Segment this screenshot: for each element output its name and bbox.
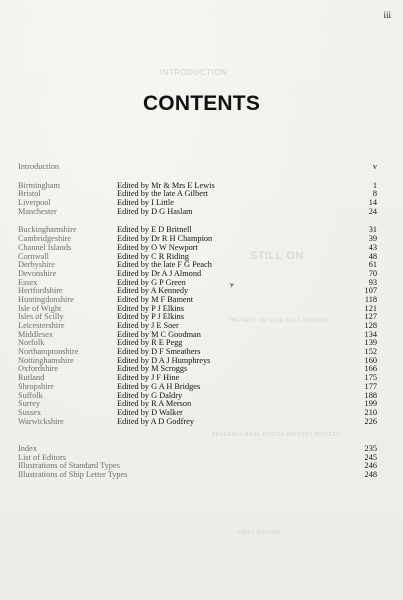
toc-entry-editor: Edited by D A J Humphreys [117, 355, 211, 365]
toc-entry-page: 139 [364, 338, 377, 348]
bleed-through-text: THE BEST OF SALE CALL STUDIOS [228, 318, 329, 324]
toc-entry-page: 127 [364, 312, 377, 322]
toc-entry-page: 61 [368, 260, 377, 270]
toc-entry-page: 121 [364, 303, 377, 313]
toc-entry-name: Isles of Scilly [18, 312, 64, 322]
toc-entry-name: Illustrations of Standard Types [18, 461, 120, 471]
toc-row [18, 471, 377, 480]
toc-entry-editor: Edited by the late F G Peach [117, 260, 212, 270]
toc-entry-name: Rutland [18, 373, 45, 383]
toc-entry-name: Shropshire [18, 381, 54, 391]
toc-row [18, 357, 377, 366]
toc-section-cities [18, 182, 377, 217]
toc-entry-name: Introduction [18, 162, 60, 171]
toc-entry-page: 48 [368, 251, 377, 261]
toc-entry-page: 246 [364, 461, 377, 471]
toc-row [18, 383, 377, 392]
toc-entry-page: v [372, 162, 377, 171]
table-of-contents [18, 163, 377, 480]
toc-entry-editor: Edited by the late A Gilbert [117, 189, 209, 199]
toc-row [18, 305, 377, 314]
bleed-through-text: SEVERAL LOCAL POSTAL HISTORY SOCIETY [212, 432, 340, 438]
toc-entry-name: Essex [18, 277, 38, 287]
page-title: CONTENTS [142, 92, 261, 115]
toc-entry-name: Channel Islands [18, 242, 72, 252]
toc-entry-name: Nottinghamshire [18, 355, 74, 365]
toc-entry-editor: Edited by G A H Bridges [117, 381, 201, 391]
toc-entry-name: Norfolk [18, 338, 45, 348]
toc-entry-page: 70 [368, 268, 377, 278]
toc-row [18, 190, 377, 199]
bleed-through-text: STILL ON [250, 250, 304, 262]
toc-entry-editor: Edited by E D Britnell [117, 225, 192, 235]
toc-entry-page: 188 [364, 390, 377, 400]
toc-entry-editor: Edited by I Little [117, 198, 174, 208]
toc-section-counties [18, 226, 377, 426]
toc-row [18, 199, 377, 208]
toc-entry-name: Leicestershire [18, 321, 65, 330]
toc-section-appendix [18, 445, 377, 480]
toc-entry-editor: Edited by C R Riding [117, 251, 189, 261]
toc-entry-page: 245 [364, 452, 377, 462]
toc-entry-name: Huntingdonshire [18, 294, 74, 304]
toc-entry-editor: Edited by J F Hine [117, 373, 180, 383]
toc-entry-name: Hertfordshire [18, 286, 63, 296]
toc-entry-name: Buckinghamshire [18, 225, 77, 235]
toc-entry-page: 210 [364, 407, 377, 417]
toc-entry-page: 134 [364, 329, 377, 339]
toc-entry-editor: Edited by R E Pegg [117, 338, 183, 348]
toc-entry-page: 177 [364, 381, 377, 391]
toc-row [18, 208, 377, 217]
toc-entry-page: 226 [364, 416, 377, 426]
toc-entry-editor: Edited by P J Elkins [117, 312, 184, 322]
toc-entry-name: List of Editors [18, 452, 66, 462]
toc-row [18, 400, 377, 409]
toc-entry-page: 152 [364, 347, 377, 357]
toc-row [18, 313, 377, 322]
toc-entry-name: Middlesex [18, 329, 54, 339]
toc-entry-name: Cambridgeshire [18, 234, 71, 244]
toc-entry-name: Warwickshire [18, 416, 64, 426]
arrow-mark-icon: ➤ [227, 280, 237, 290]
toc-entry-editor: Edited by M Scroggs [117, 364, 188, 374]
toc-entry-page: 248 [364, 470, 377, 479]
toc-entry-page: 199 [364, 399, 377, 409]
toc-entry-page: 24 [368, 206, 377, 216]
toc-entry-page: 175 [364, 373, 377, 383]
toc-entry-name: Birmingham [18, 180, 60, 190]
toc-entry-name: Cornwall [18, 251, 49, 261]
toc-entry-page: 128 [364, 321, 377, 330]
toc-entry-editor: Edited by A D Godfrey [117, 416, 194, 426]
toc-entry-name: Illustrations of Ship Letter Types [18, 470, 128, 479]
toc-entry-name: Manchester [18, 206, 57, 216]
toc-entry-name: Index [18, 443, 37, 453]
toc-entry-name: Oxfordshire [18, 364, 59, 374]
toc-entry-page: 118 [364, 294, 377, 304]
toc-entry-editor: Edited by D F Smeathers [117, 347, 201, 357]
toc-row [18, 409, 377, 418]
toc-entry-editor: Edited by O W Newport [117, 242, 198, 252]
toc-row [18, 279, 377, 288]
toc-row [18, 445, 377, 454]
toc-entry-page: 1 [372, 180, 377, 190]
toc-row [18, 244, 377, 253]
toc-entry-name: Bristol [18, 189, 41, 199]
toc-entry-page: 166 [364, 364, 377, 374]
toc-entry-name: Liverpool [18, 198, 51, 208]
toc-row [18, 365, 377, 374]
toc-entry-editor: Edited by D G Haslam [117, 206, 193, 216]
toc-entry-page: 39 [368, 234, 377, 244]
toc-entry-name: Sussex [18, 407, 42, 417]
toc-entry-page: 160 [364, 355, 377, 365]
toc-entry-editor: Edited by P J Elkins [117, 303, 184, 313]
toc-entry-editor: Edited by M F Bament [117, 294, 194, 304]
toc-entry-editor: Edited by Mr & Mrs E Lewis [117, 180, 215, 190]
toc-entry-page: 43 [368, 242, 377, 252]
toc-row [18, 296, 377, 305]
toc-entry-editor: Edited by D Walker [117, 407, 183, 417]
bleed-through-text: FIRST BRITISH [238, 530, 281, 536]
toc-row [18, 270, 377, 279]
toc-entry-name: Surrey [18, 399, 41, 409]
toc-entry-page: 14 [368, 198, 377, 208]
toc-entry-name: Isle of Wight [18, 303, 62, 313]
toc-entry-editor: Edited by A Kennedy [117, 286, 189, 296]
page-number: iii [383, 10, 391, 20]
toc-row [18, 331, 377, 340]
toc-entry-page: 8 [372, 189, 377, 199]
toc-row [18, 418, 377, 427]
toc-entry-page: 107 [364, 286, 377, 296]
toc-entry-editor: Edited by G Daldry [117, 390, 183, 400]
toc-entry-page: 31 [368, 225, 377, 235]
toc-entry-editor: Edited by R A Merson [117, 399, 192, 409]
toc-entry-name: Derbyshire [18, 260, 55, 270]
toc-entry-editor: Edited by G P Green [117, 277, 186, 287]
toc-entry-name: Northamptonshire [18, 347, 79, 357]
toc-entry-editor: Edited by Dr R H Champion [117, 234, 213, 244]
toc-entry-editor: Edited by Dr A J Almond [117, 268, 202, 278]
toc-entry-page: 93 [368, 277, 377, 287]
bleed-through-text: INTRODUCTION [160, 68, 228, 77]
toc-entry-name: Suffolk [18, 390, 43, 400]
toc-entry-page: 235 [364, 443, 377, 453]
toc-row-introduction [18, 163, 377, 172]
toc-entry-editor: Edited by M C Goodman [117, 329, 201, 339]
toc-entry-editor: Edited by J E Soer [117, 321, 179, 330]
toc-entry-name: Devonshire [18, 268, 57, 278]
toc-row [18, 392, 377, 401]
